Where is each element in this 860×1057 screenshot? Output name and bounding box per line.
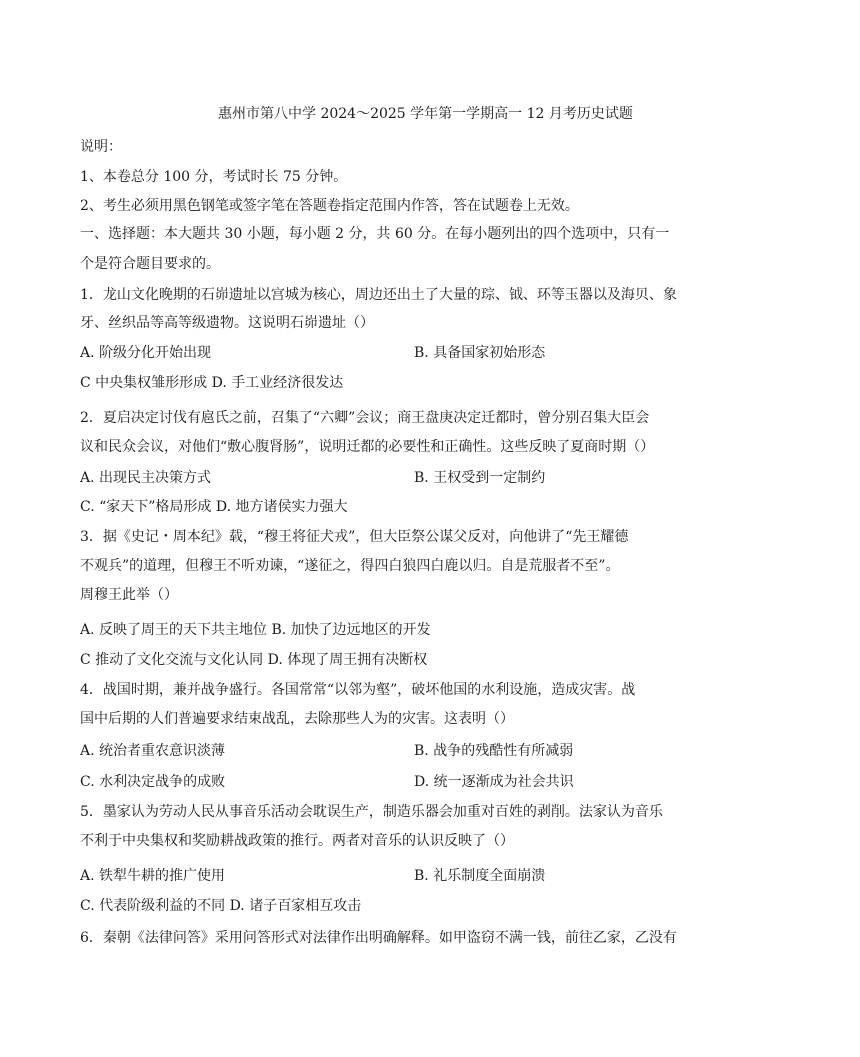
question-2-stem: 2．夏启决定讨伐有扈氏之前，召集了“六卿”会议；商王盘庚决定迁都时，曾分别召集大臣会 [80, 410, 650, 426]
section-heading: 个是符合题目要求的。 [80, 256, 220, 272]
question-2-option-a: A. 出现民主决策方式 [80, 470, 212, 486]
question-4-option-d: D. 统一逐渐成为社会共识 [414, 774, 574, 790]
question-3-options-ab: A. 反映了周王的天下共主地位 B. 加快了边远地区的开发 [80, 622, 431, 638]
instruction-line: 1、本卷总分 100 分，考试时长 75 分钟。 [80, 169, 348, 185]
question-5-stem: 5．墨家认为劳动人民从事音乐活动会耽误生产，制造乐器会加重对百姓的剥削。法家认为音乐 [80, 804, 663, 820]
question-2-options-cd: C. “家天下”格局形成 D. 地方诸侯实力强大 [80, 499, 348, 515]
question-4-stem: 国中后期的人们普遍要求结束战乱，去除那些人为的灾害。这表明（） [80, 711, 514, 727]
question-4-option-c: C. 水利决定战争的成败 [80, 774, 226, 790]
document-title: 惠州市第八中学 2024～2025 学年第一学期高一 12 月考历史试题 [218, 106, 633, 122]
question-4-option-a: A. 统治者重农意识淡薄 [80, 743, 226, 759]
question-1-option-a: A. 阶级分化开始出现 [80, 345, 212, 361]
question-5-option-b: B. 礼乐制度全面崩溃 [414, 868, 546, 884]
question-5-options-cd: C. 代表阶级利益的不同 D. 诸子百家相互攻击 [80, 898, 362, 914]
question-1-options-cd: C 中央集权雏形形成 D. 手工业经济很发达 [80, 375, 344, 391]
question-4-stem: 4．战国时期，兼并战争盛行。各国常常“以邻为壑”，破坏他国的水利设施，造成灾害。战 [80, 682, 636, 698]
question-3-stem: 周穆王此举（） [80, 587, 178, 603]
instruction-line: 2、考生必须用黑色钢笔或签字笔在答题卷指定范围内作答，答在试题卷上无效。 [80, 198, 579, 214]
section-heading: 一、选择题：本大题共 30 小题，每小题 2 分，共 60 分。在每小题列出的四个选项中，只有一 [80, 226, 670, 242]
question-3-stem: 3．据《史记・周本纪》载，“穆王将征犬戎”，但大臣祭公谋父反对，向他讲了“先王耀德 [80, 529, 629, 545]
question-3-options-cd: C 推动了文化交流与文化认同 D. 体现了周王拥有决断权 [80, 652, 428, 668]
question-4-option-b: B. 战争的残酷性有所减弱 [414, 743, 574, 759]
instructions-label: 说明： [80, 139, 122, 155]
question-2-option-b: B. 王权受到一定制约 [414, 470, 546, 486]
question-1-stem: 1．龙山文化晚期的石峁遗址以宫城为核心，周边还出土了大量的琮、钺、环等玉器以及海贝、象 [80, 287, 677, 303]
question-2-stem: 议和民众会议，对他们“敷心腹肾肠”，说明迁都的必要性和正确性。这些反映了夏商时期（） [80, 439, 655, 455]
question-3-stem: 不观兵”的道理，但穆王不听劝谏，“遂征之，得四白狼四白鹿以归。自是荒服者不至”。 [80, 558, 620, 574]
question-5-stem: 不利于中央集权和奖励耕战政策的推行。两者对音乐的认识反映了（） [80, 833, 514, 849]
question-6-stem: 6．秦朝《法律问答》采用问答形式对法律作出明确解释。如甲盗窃不满一钱，前往乙家，乙没有 [80, 930, 677, 946]
question-1-option-b: B. 具备国家初始形态 [414, 345, 546, 361]
question-5-option-a: A. 铁犁牛耕的推广使用 [80, 868, 226, 884]
question-1-stem: 牙、丝织品等高等级遗物。这说明石峁遗址（） [80, 315, 374, 331]
